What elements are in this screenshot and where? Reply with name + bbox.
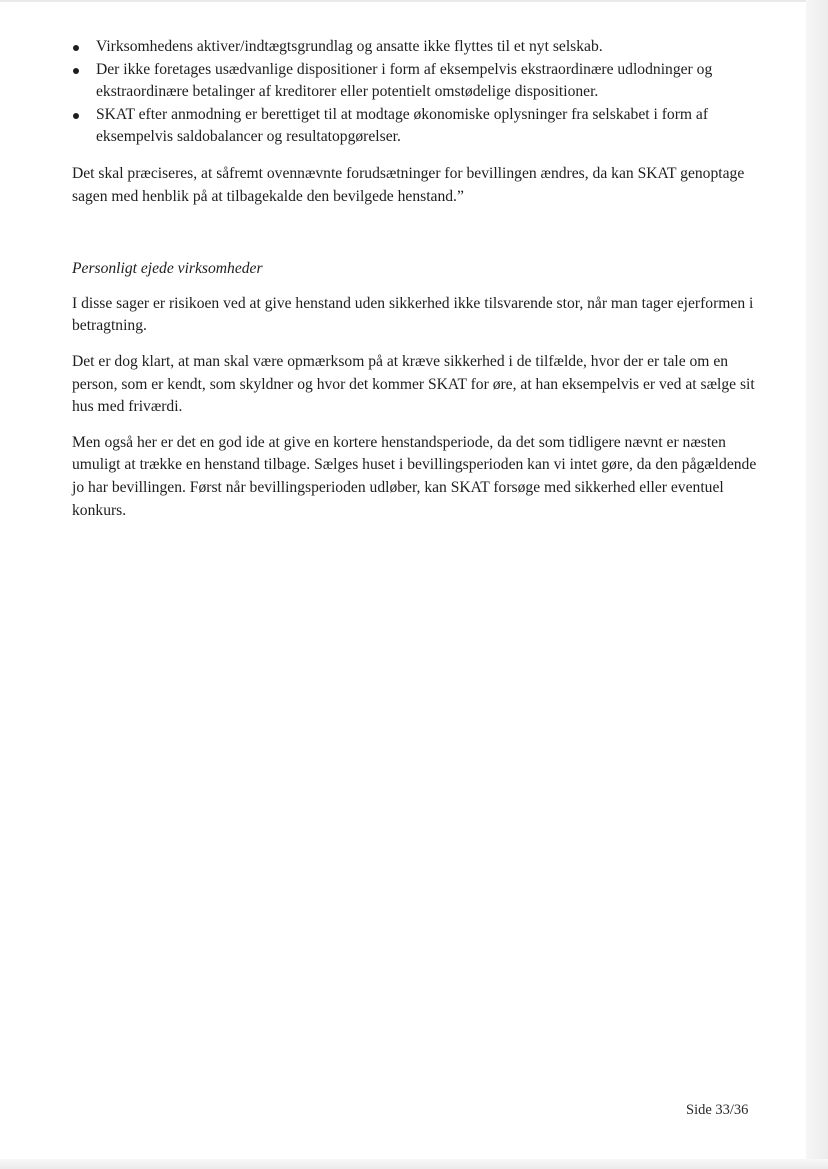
body-paragraph: Men også her er det en god ide at give en kortere henstandsperiode, da det som tidligere nævnt er næsten umuligt at trække en henstand tilbage. Sælges huset i bevillingsperioden kan vi intet gøre, da den pågældende jo har bevillingen. Først når bevillingsperioden udløber, kan SKAT forsøge med sikkerhed eller eventuel konkurs. [72, 433, 757, 519]
right-scan-edge [806, 0, 828, 1169]
body-paragraph: Det er dog klart, at man skal være opmærksom på at kræve sikkerhed i de tilfælde, hvor der er tale om en person, som er kendt, som skyldner og hvor det kommer SKAT for øre, at han eksempelvis er ved at sælge sit hus med friværdi. [72, 352, 755, 416]
list-item [72, 104, 762, 149]
bullet-icon [73, 45, 79, 51]
body-paragraph: I disse sager er risikoen ved at give henstand uden sikkerhed ikke tilsvarende stor, når man tager ejerformen i betragtning. [72, 294, 754, 335]
list-item-text: Der ikke foretages usædvanlige dispositioner i form af eksempelvis ekstraordinære udlodninger og ekstraordinære betalinger af kreditorer eller potentielt omstødelige dispositioner. [96, 60, 713, 101]
list-item [72, 59, 762, 104]
section-heading: Personligt ejede virksomheder [72, 260, 263, 278]
list-item-text: Virksomhedens aktiver/indtægtsgrundlag og ansatte ikke flyttes til et nyt selskab. [96, 38, 603, 55]
bottom-scan-edge [0, 1159, 828, 1169]
bullet-icon [73, 113, 79, 119]
list-item [72, 36, 762, 59]
closing-paragraph: Det skal præciseres, at såfremt ovennævnte forudsætninger for bevillingen ændres, da kan SKAT genoptage sagen med henblik på at tilbagekalde den bevilgede henstand.” [72, 164, 745, 205]
page-number: Side 33/36 [686, 1102, 749, 1118]
condition-list [72, 36, 762, 149]
top-page-edge [0, 0, 806, 2]
bullet-icon [73, 68, 79, 74]
list-item-text: SKAT efter anmodning er berettiget til at modtage økonomiske oplysninger fra selskabet i form af eksempelvis saldobalancer og resultatopgørelser. [96, 105, 709, 146]
page-body [72, 36, 762, 522]
